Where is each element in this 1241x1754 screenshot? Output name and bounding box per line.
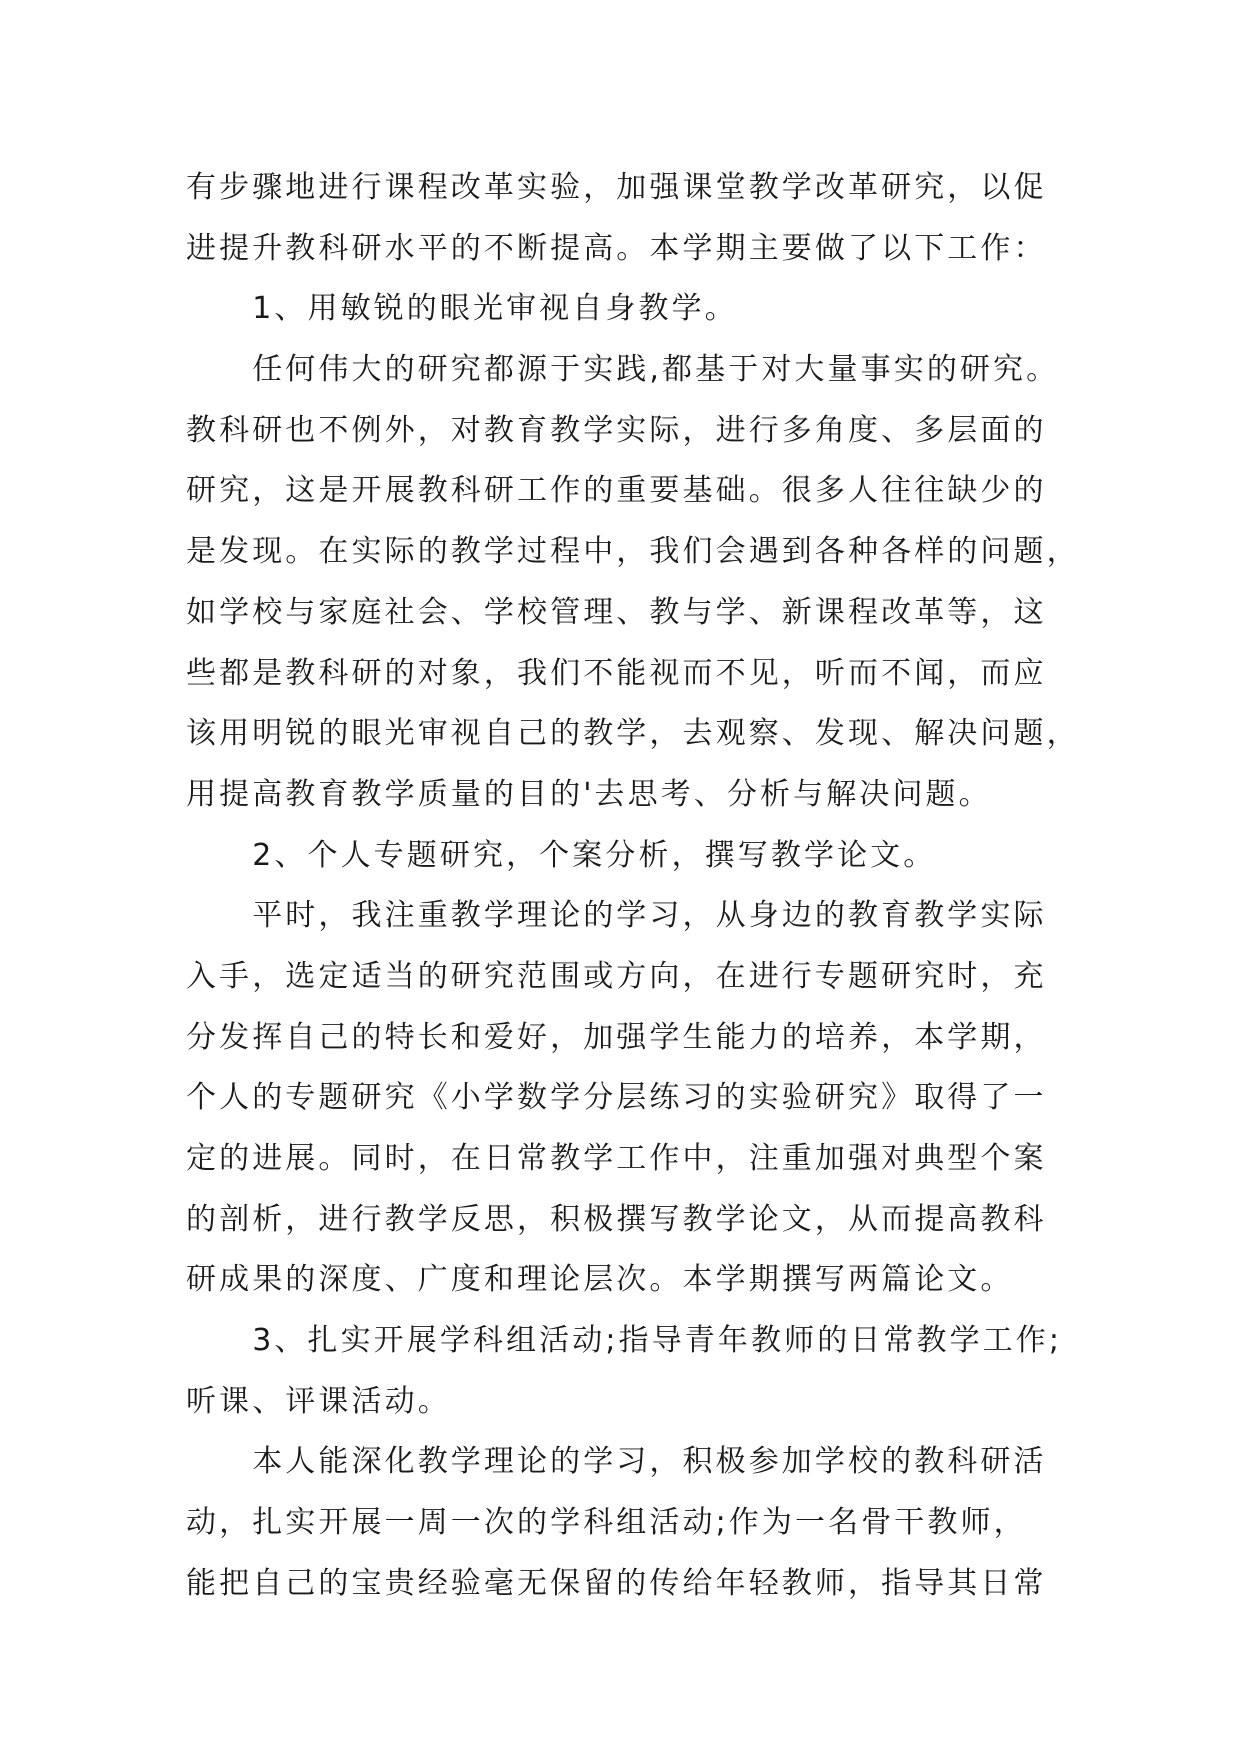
text-line: 能把自己的宝贵经验毫无保留的传给年轻教师，指导其日常 — [186, 1565, 1047, 1601]
text-line: 是发现。在实际的教学过程中，我们会遇到各种各样的问题， — [186, 534, 1080, 570]
text-line: 本人能深化教学理论的学习，积极参加学校的教科研活 — [186, 1444, 1047, 1480]
text-line: 平时，我注重教学理论的学习，从身边的教育教学实际 — [186, 898, 1047, 934]
text-line: 有步骤地进行课程改革实验，加强课堂教学改革研究，以促 — [186, 170, 1047, 205]
text-line: 些都是教科研的对象，我们不能视而不见，听而不闻，而应 — [186, 655, 1047, 691]
text-line: 研究，这是开展教科研工作的重要基础。很多人往往缺少的 — [186, 473, 1047, 509]
text-line: 入手，选定适当的研究范围或方向，在进行专题研究时，充 — [186, 958, 1047, 994]
text-line: 听课、评课活动。 — [186, 1383, 451, 1419]
section-heading-1: 1、用敏锐的眼光审视自身教学。 — [186, 291, 738, 327]
text-line: 分发挥自己的特长和爱好，加强学生能力的培养，本学期， — [186, 1019, 1047, 1055]
text-line: 教科研也不例外，对教育教学实际，进行多角度、多层面的 — [186, 412, 1047, 448]
text-line: 个人的专题研究《小学数学分层练习的实验研究》取得了一 — [186, 1080, 1047, 1116]
text-line: 定的进展。同时，在日常教学工作中，注重加强对典型个案 — [186, 1141, 1047, 1176]
text-line: 用提高教育教学质量的目的'去思考、分析与解决问题。 — [186, 776, 992, 812]
text-line: 如学校与家庭社会、学校管理、教与学、新课程改革等，这 — [186, 594, 1047, 630]
text-line: 研成果的深度、广度和理论层次。本学期撰写两篇论文。 — [186, 1262, 1014, 1298]
text-line: 进提升教科研水平的不断提高。本学期主要做了以下工作： — [186, 230, 1047, 266]
section-heading-3: 3、扎实开展学科组活动;指导青年教师的日常教学工作; — [186, 1323, 1063, 1359]
document-body — [186, 158, 1080, 1615]
text-line: 该用明锐的眼光审视自己的教学，去观察、发现、解决问题， — [186, 716, 1080, 752]
section-heading-2: 2、个人专题研究，个案分析，撰写教学论文。 — [186, 837, 937, 873]
text-line: 任何伟大的研究都源于实践,都基于对大量事实的研究。 — [186, 352, 1060, 388]
text-line: 动，扎实开展一周一次的学科组活动;作为一名骨干教师， — [186, 1505, 1027, 1541]
text-line: 的剖析，进行教学反思，积极撰写教学论文，从而提高教科 — [186, 1201, 1047, 1237]
